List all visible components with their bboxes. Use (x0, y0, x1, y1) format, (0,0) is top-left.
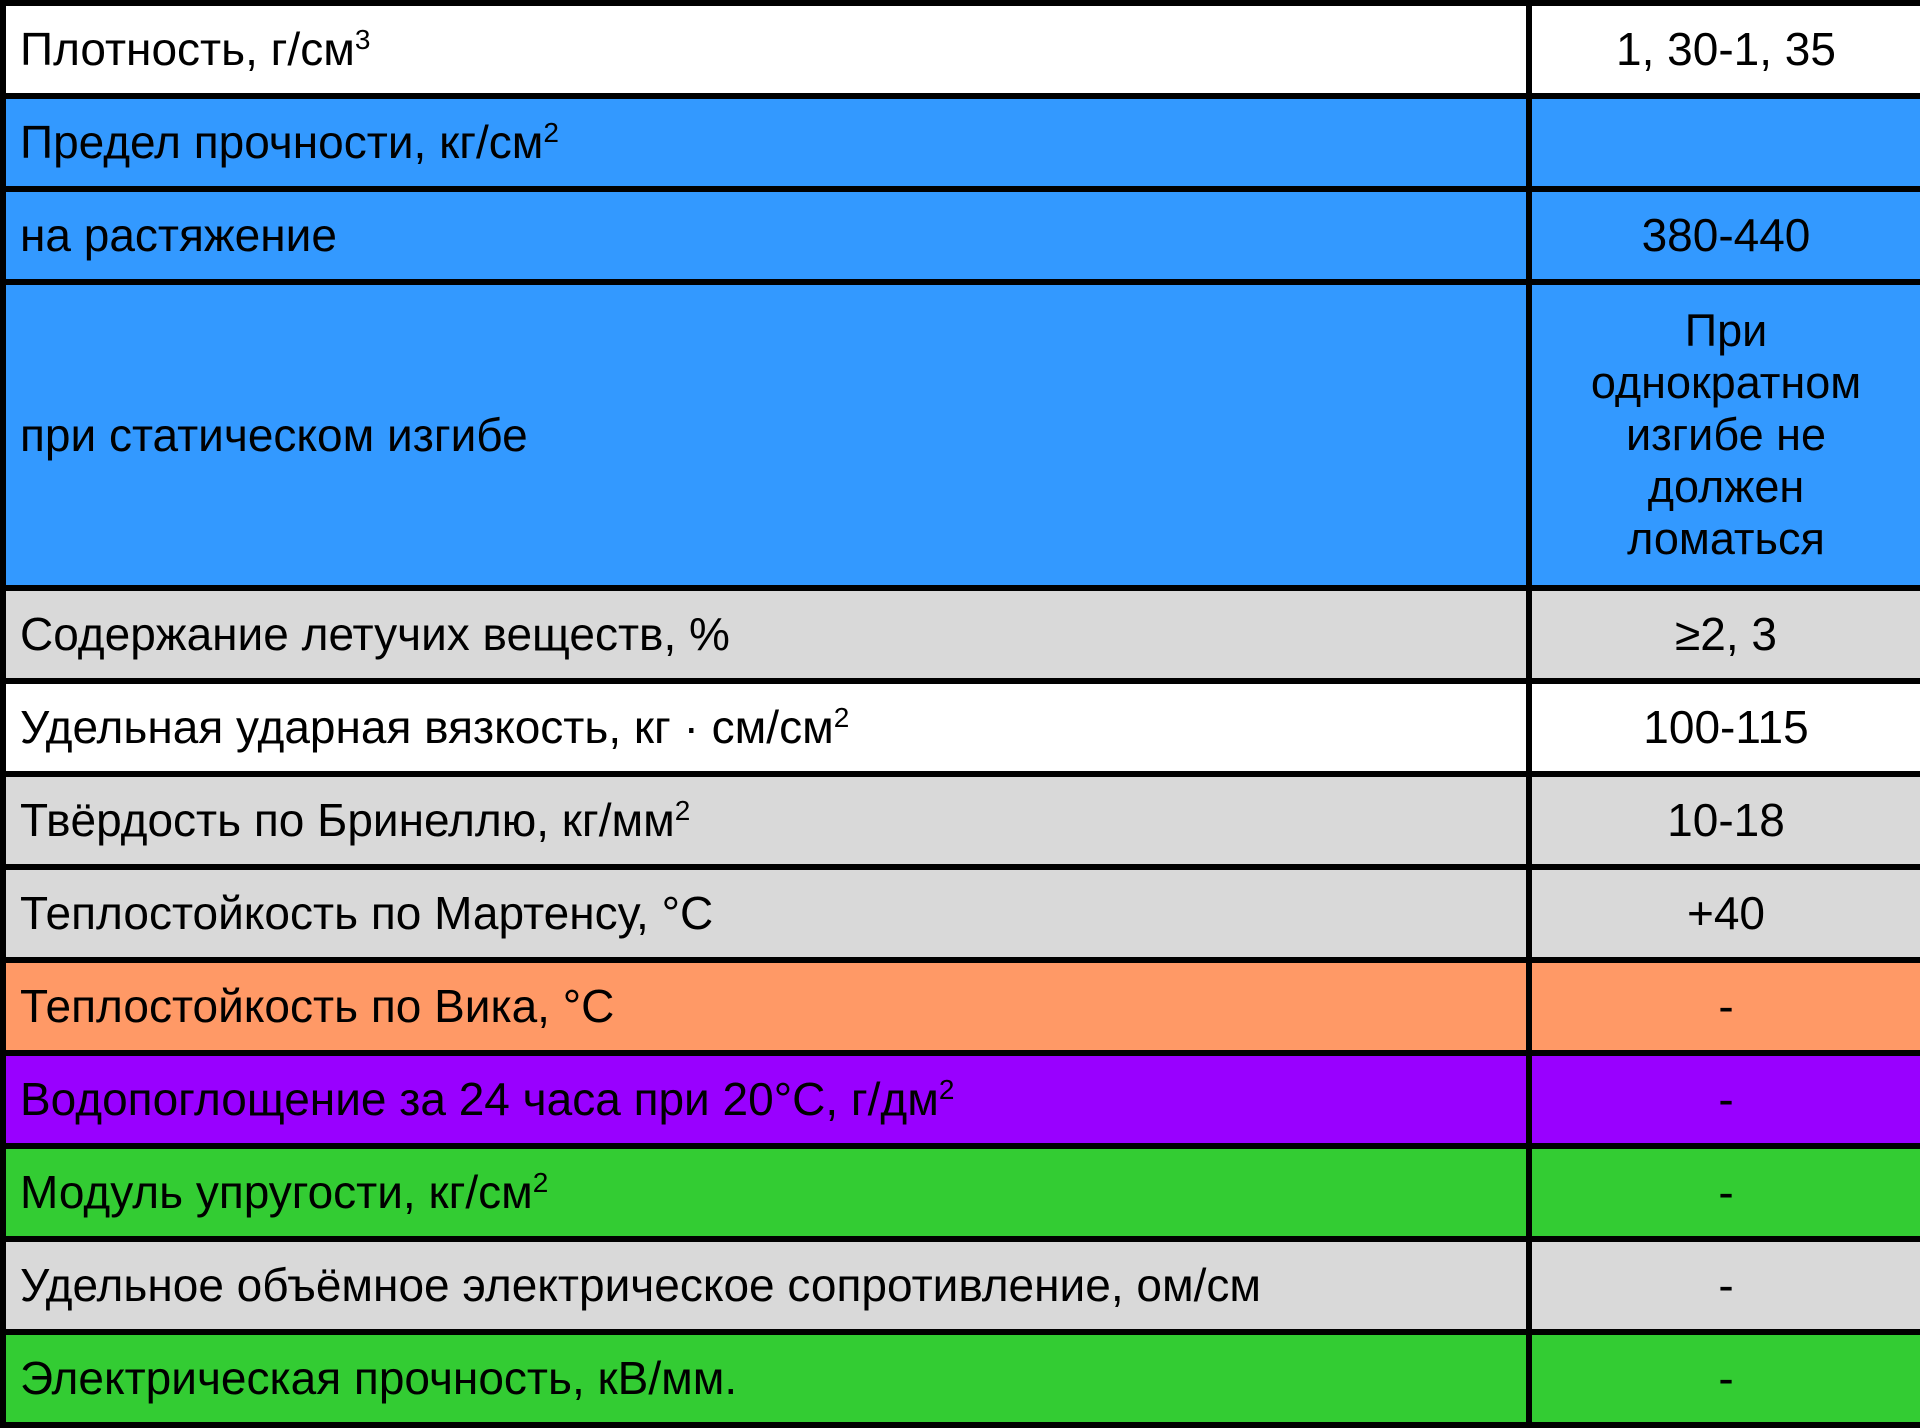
table-row (3, 960, 1920, 1053)
table-row (3, 681, 1920, 774)
table-row (3, 1332, 1920, 1425)
table-row (3, 1053, 1920, 1146)
property-value: - (1529, 1146, 1920, 1239)
property-name: Водопоглощение за 24 часа при 20°С, $г/дм^2$ (3, 1053, 1529, 1146)
property-name: Предел прочности, $кг/см^2$ (3, 96, 1529, 189)
table-row (3, 1146, 1920, 1239)
property-value (1529, 96, 1920, 189)
property-name: Удельная ударная вязкость, кг · $см/см^2$ (3, 681, 1529, 774)
table-row (3, 3, 1920, 96)
property-value: - (1529, 1053, 1920, 1146)
property-value: 10-18 (1529, 774, 1920, 867)
property-name: Теплостойкость по Мартенсу, °С (3, 867, 1529, 960)
property-name: Электрическая прочность, кВ/мм. (3, 1332, 1529, 1425)
table-row (3, 96, 1920, 189)
property-value: При однократном изгибе не должен ломаться (1529, 282, 1920, 588)
table-row (3, 1239, 1920, 1332)
table-row (3, 588, 1920, 681)
property-value: 380-440 (1529, 189, 1920, 282)
property-value: 1, 30-1, 35 (1529, 3, 1920, 96)
property-name: Модуль упругости, $кг/см^2$ (3, 1146, 1529, 1239)
property-value: +40 (1529, 867, 1920, 960)
property-name: при статическом изгибе (3, 282, 1529, 588)
property-name: Твёрдость по Бринеллю, $кг/мм^2$ (3, 774, 1529, 867)
table-row (3, 867, 1920, 960)
property-name: на растяжение (3, 189, 1529, 282)
property-value: ≥2, 3 (1529, 588, 1920, 681)
property-name: Теплостойкость по Вика, °С (3, 960, 1529, 1053)
property-value: - (1529, 960, 1920, 1053)
property-value: - (1529, 1239, 1920, 1332)
table-row (3, 774, 1920, 867)
property-value: - (1529, 1332, 1920, 1425)
table-row (3, 282, 1920, 588)
property-value: 100-115 (1529, 681, 1920, 774)
property-name: Плотность, $г/см^3$ (3, 3, 1529, 96)
property-name: Содержание летучих веществ, % (3, 588, 1529, 681)
property-name: Удельное объёмное электрическое сопротивление, ом/см (3, 1239, 1529, 1332)
table-row (3, 189, 1920, 282)
